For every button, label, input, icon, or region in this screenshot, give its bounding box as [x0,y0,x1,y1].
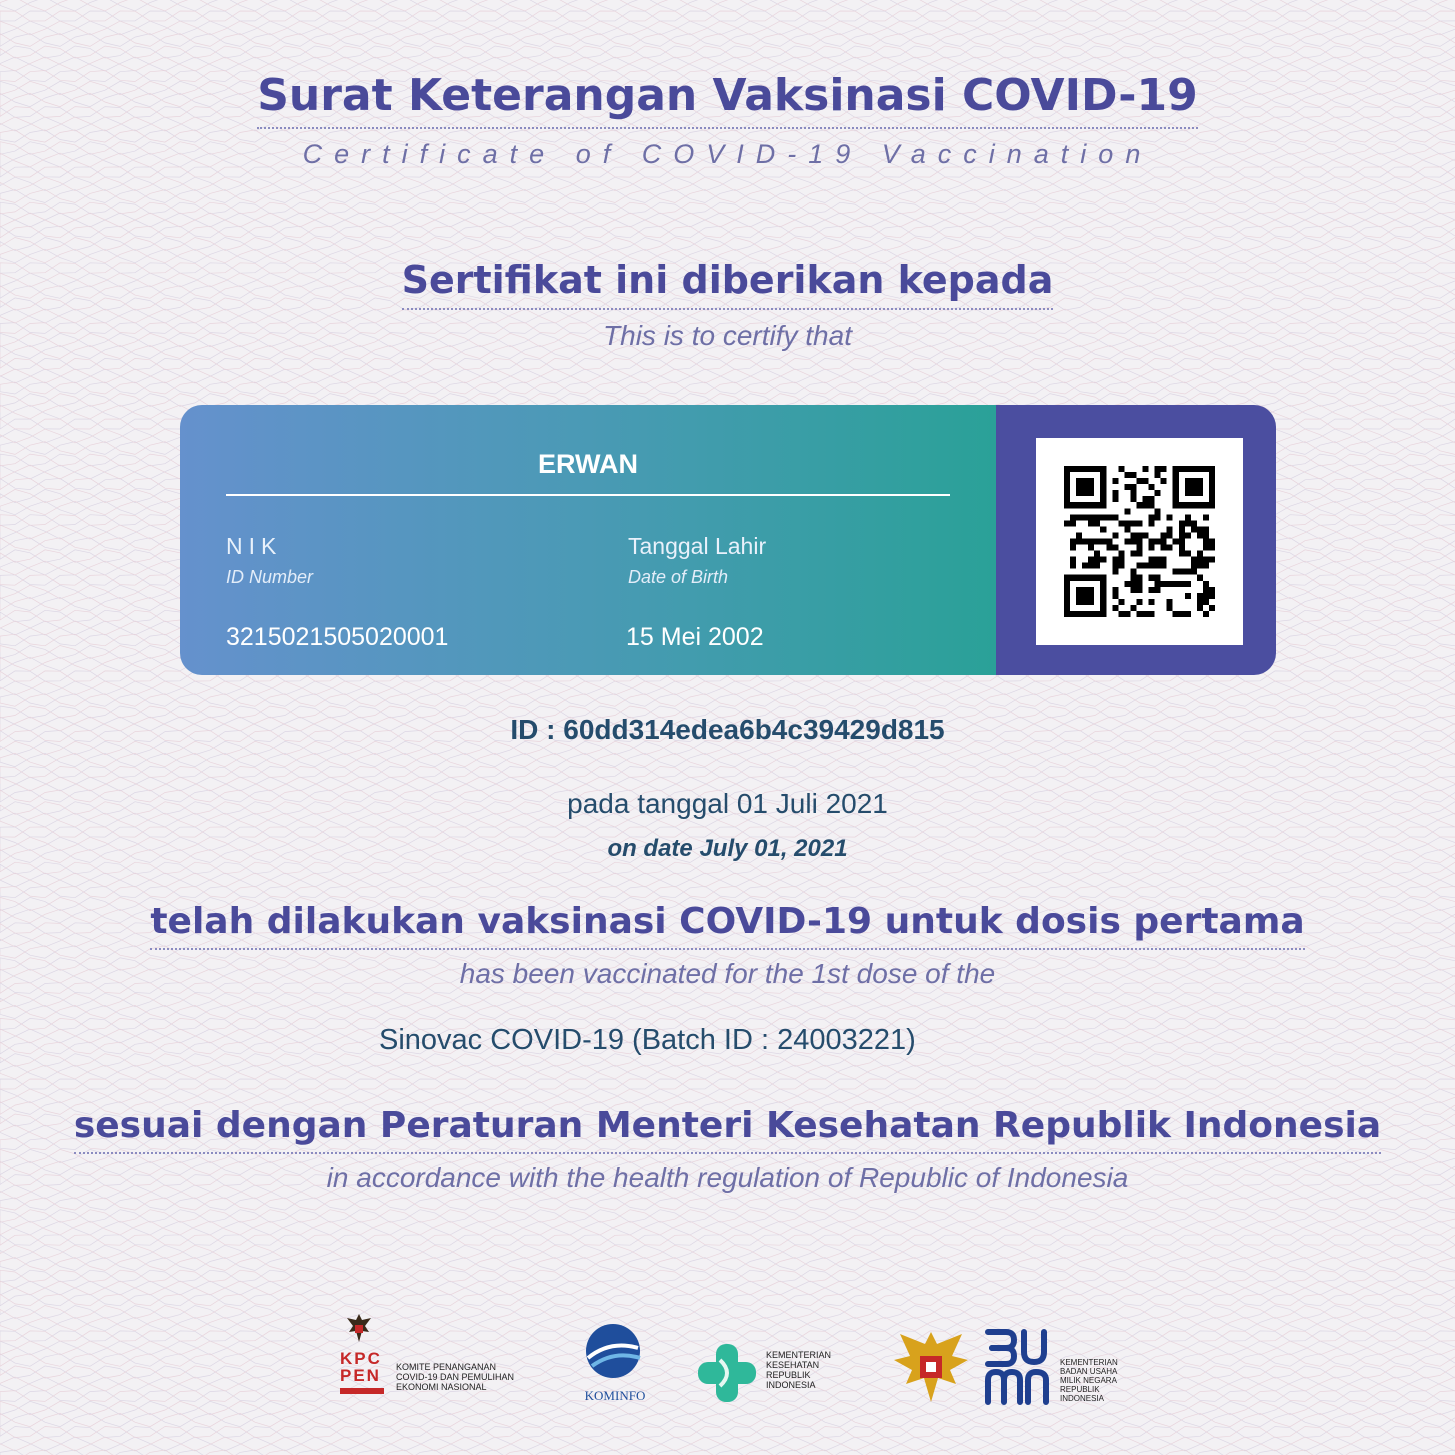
regulation-statement: sesuai dengan Peraturan Menteri Kesehatan Republik Indonesia [74,1105,1381,1154]
garuda-icon [345,1312,373,1346]
nik-value: 3215021505020001 [226,623,449,651]
certificate-title-en: Certificate of COVID-19 Vaccination [302,139,1153,169]
qr-code[interactable] [1036,438,1243,645]
bumn-text-line: MILIK NEGARA [1060,1376,1117,1385]
certificate-id: ID : 60dd314edea6b4c39429d815 [510,714,945,745]
bumn-icon [984,1326,1052,1408]
certify-heading-en: This is to certify that [603,320,852,351]
kpcpen-underline [340,1388,384,1394]
kemenkes-text-line: KESEHATAN [766,1360,820,1370]
bumn-text-line: REPUBLIK [1060,1385,1100,1394]
vaccination-date-en: on date July 01, 2021 [607,835,848,862]
kominfo-icon [580,1322,646,1380]
dob-label: Tanggal Lahir [628,533,767,559]
kemenkes-text-line: KEMENTERIAN [766,1350,832,1360]
certificate-title: Surat Keterangan Vaksinasi COVID-19 [257,70,1198,129]
kpcpen-text [396,1362,541,1392]
garuda-pancasila-logo [890,1326,972,1408]
dose-statement: telah dilakukan vaksinasi COVID-19 untuk dosis pertama [150,901,1304,950]
dose-statement-en: has been vaccinated for the 1st dose of the [459,958,996,989]
certificate-title-block [0,70,1455,129]
nik-label-en: ID Number [226,567,314,587]
kpcpen-mark: KPC PEN [340,1349,382,1385]
bumn-text-line: INDONESIA [1060,1394,1105,1403]
bumn-text-line: KEMENTERIAN [1060,1358,1118,1367]
dob-value: 15 Mei 2002 [626,623,764,651]
nik-label: NIK [226,533,283,559]
holder-info-panel [180,405,996,675]
kemenkes-text-line: REPUBLIK [766,1370,811,1380]
name-divider [226,494,950,496]
garuda-pancasila-icon [890,1326,972,1408]
bumn-text [1060,1358,1130,1403]
regulation-statement-en: in accordance with the health regulation of Republic of Indonesia [326,1162,1129,1193]
certify-heading: Sertifikat ini diberikan kepada [402,258,1054,310]
kpcpen-logo [338,1312,538,1407]
dose-block [0,900,1455,950]
kpcpen-text-line: EKONOMI NASIONAL [396,1382,487,1392]
regulation-block [0,1104,1455,1154]
vaccination-date: pada tanggal 01 Juli 2021 [567,788,888,819]
kemenkes-text-line: INDONESIA [766,1380,816,1390]
qr-panel [996,405,1276,675]
kemenkes-logo [694,1340,854,1410]
holder-card [180,405,1276,675]
kpcpen-text-line: COVID-19 DAN PEMULIHAN [396,1372,515,1382]
dob-label-en: Date of Birth [628,567,729,587]
holder-name: ERWAN [537,449,638,479]
kominfo-label: KOMINFO [584,1388,646,1403]
kpcpen-text-line: KOMITE PENANGANAN [396,1362,497,1372]
bumn-text-line: BADAN USAHA [1060,1367,1118,1376]
vaccine-name: Sinovac COVID-19 (Batch ID : 24003221) [379,1024,916,1056]
kominfo-logo [572,1322,658,1412]
qr-code-icon [1064,466,1215,617]
kemenkes-text [766,1350,856,1390]
kemenkes-icon [694,1340,760,1406]
certify-block [0,258,1455,310]
bumn-logo [984,1326,1124,1412]
